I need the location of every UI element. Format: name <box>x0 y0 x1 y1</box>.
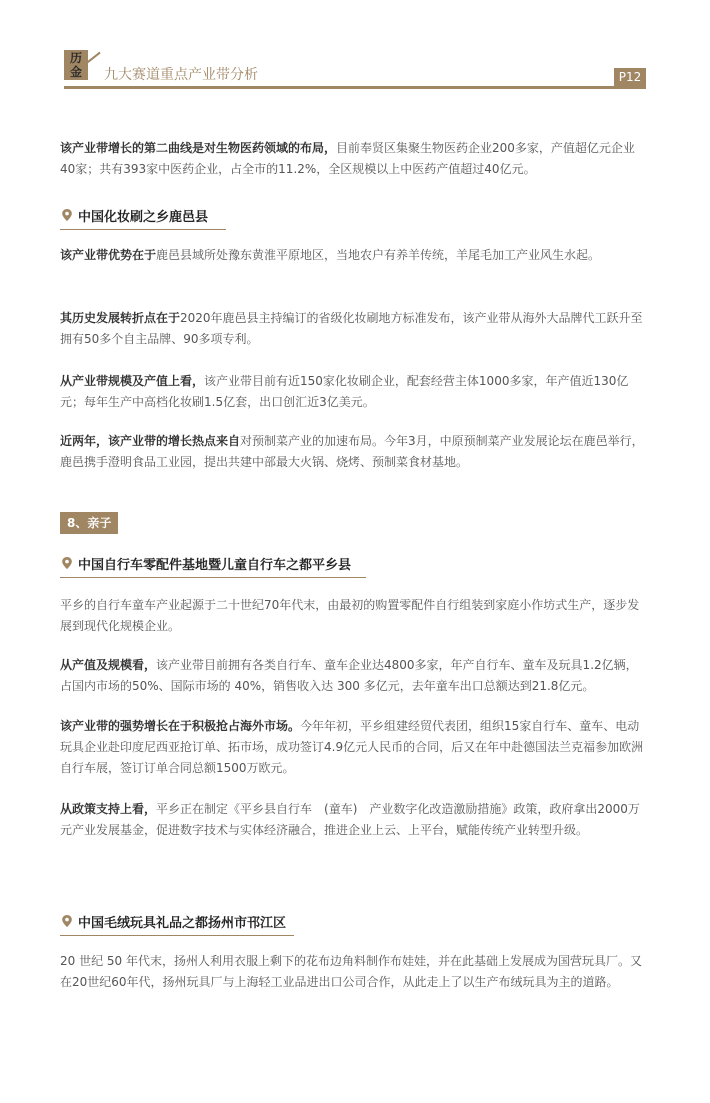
heading-underline <box>60 229 226 230</box>
section-tag: 8、亲子 <box>60 512 118 534</box>
paragraph-luyi-turning-point <box>60 308 648 350</box>
logo-char-bottom: 金 <box>69 65 82 79</box>
paragraph-luyi-growth <box>60 431 648 473</box>
location-pin-icon <box>60 556 74 570</box>
paragraph-lead: 该产业带优势在于 <box>60 248 157 262</box>
location-pin-icon <box>60 208 74 222</box>
paragraph-lead: 其历史发展转折点在于 <box>60 311 181 325</box>
paragraph-body: 目前奉贤区集聚生物医药企业200多家，产值超亿元企业40家；共有393家中医药企业，占全市的11.2%，全区规模以上中医药产值超过40亿元。 <box>60 141 635 176</box>
paragraph-lead: 该产业带的强势增长在于积极抢占海外市场。 <box>60 719 301 733</box>
heading-underline <box>60 577 366 578</box>
page-number: P12 <box>614 68 646 87</box>
heading-luyi <box>60 204 208 226</box>
paragraph-pingxiang-policy <box>60 799 648 841</box>
heading-underline <box>60 935 294 936</box>
logo-char-top: 历 <box>69 51 82 65</box>
paragraph-lead: 从政策支持上看， <box>60 802 157 816</box>
page-header <box>0 0 710 110</box>
paragraph-pingxiang-overseas <box>60 716 648 779</box>
location-pin-icon <box>60 914 74 928</box>
paragraph-pingxiang-scale <box>60 655 648 697</box>
paragraph-body: 该产业带目前拥有各类自行车、童车企业达4800多家，年产自行车、童车及玩具1.2亿辆，占国内市场的50%、国际市场的 40%，销售收入达 300 多亿元，去年童车出口总额达到21.8亿元。 <box>60 658 638 693</box>
heading-text: 中国毛绒玩具礼品之都扬州市邗江区 <box>78 915 287 931</box>
brand-logo <box>64 50 88 80</box>
heading-hanjiang <box>60 910 286 932</box>
paragraph-body: 2020年鹿邑县主持编订的省级化妆刷地方标准发布，该产业带从海外大品牌代工跃升至拥有50多个自主品牌、90多项专利。 <box>60 311 643 346</box>
paragraph-hanjiang-history: 20 世纪 50 年代末，扬州人利用衣服上剩下的花布边角料制作布娃娃，并在此基础上发展成为国营玩具厂。又在20世纪60年代，扬州玩具厂与上海轻工业品进出口公司合作，从此走上了以生产布绒玩具为主的道路。 <box>60 954 642 989</box>
paragraph-biomedicine <box>60 138 648 180</box>
paragraph-pingxiang-origin: 平乡的自行车童车产业起源于二十世纪70年代末，由最初的购置零配件自行组装到家庭小作坊式生产，逐步发展到现代化规模企业。 <box>60 598 640 633</box>
heading-pingxiang <box>60 552 351 574</box>
paragraph-lead: 从产业带规模及产值上看， <box>60 374 205 388</box>
paragraph-body: 该产业带目前有近150家化妆刷企业，配套经营主体1000多家，年产值近130亿元；每年生产中高档化妆刷1.5亿套，出口创汇近3亿美元。 <box>60 374 629 409</box>
paragraph-body: 平乡正在制定《平乡县自行车 (童车) 产业数字化改造激励措施》政策，政府拿出2000万元产业发展基金，促进数字技术与实体经济融合，推进企业上云、上平台，赋能传统产业转型升级。 <box>60 802 640 837</box>
heading-text: 中国化妆刷之乡鹿邑县 <box>78 209 209 225</box>
header-divider <box>64 86 646 89</box>
paragraph-luyi-advantage <box>60 245 648 266</box>
paragraph-body: 鹿邑县域所处豫东黄淮平原地区，当地农户有养羊传统，羊尾毛加工产业风生水起。 <box>156 248 601 262</box>
paragraph-body: 对预制菜产业的加速布局。今年3月，中原预制菜产业发展论坛在鹿邑举行，鹿邑携手澄明食品工业园，提出共建中部最大火锅、烧烤、预制菜食材基地。 <box>60 434 644 469</box>
heading-text: 中国自行车零配件基地暨儿童自行车之都平乡县 <box>78 557 352 573</box>
paragraph-body: 今年年初，平乡组建经贸代表团，组织15家自行车、童车、电动玩具企业赴印度尼西亚抢订单、拓市场，成功签订4.9亿元人民币的合同，后又在年中赴德国法兰克福参加欧洲自行车展，签订订单合同总额1500万欧元。 <box>60 719 644 775</box>
paragraph-lead: 从产值及规模看， <box>60 658 157 672</box>
paragraph-lead: 近两年，该产业带的增长热点来自 <box>60 434 241 448</box>
paragraph-lead: 该产业带增长的第二曲线是对生物医药领域的布局， <box>60 141 337 155</box>
paragraph-luyi-scale <box>60 371 648 413</box>
report-title: 九大赛道重点产业带分析 <box>104 67 258 83</box>
